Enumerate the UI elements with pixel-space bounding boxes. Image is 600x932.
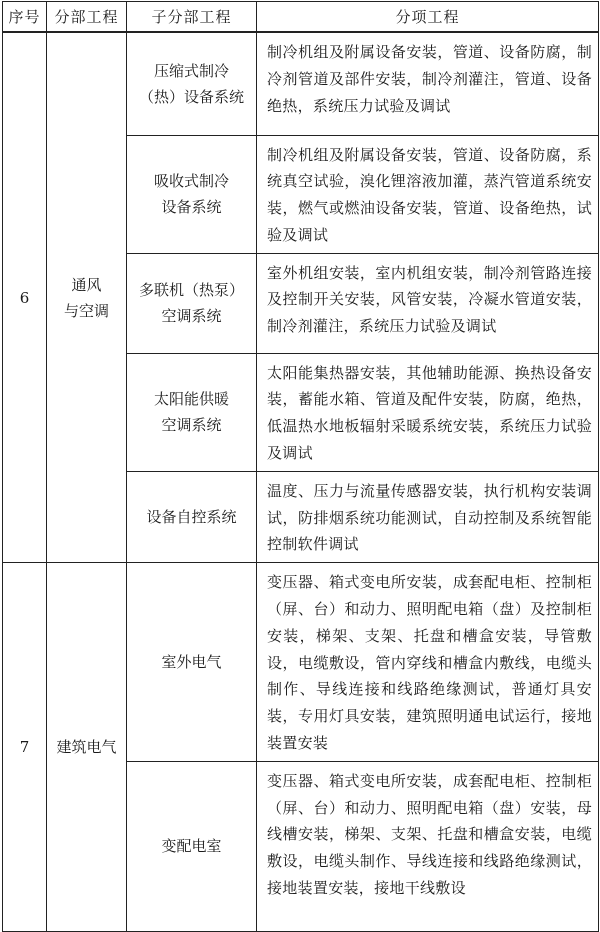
subdivision-name-line: 太阳能供暖 — [153, 390, 229, 409]
item-list: 太阳能集热器安装，其他辅助能源、换热设备安装，蓄能水箱、管道及配件安装，防腐，绝热，低温热水地板辐射采暖系统安装，系统压力试验及调试 — [257, 353, 599, 471]
header-items: 分项工程 — [257, 2, 599, 33]
division-name — [47, 32, 127, 563]
subdivision-name-line: 多联机（热泵） — [138, 281, 244, 300]
header-row — [3, 2, 599, 33]
row-number: 7 — [3, 563, 47, 932]
subdivision-name — [127, 32, 257, 135]
division-name — [47, 563, 127, 932]
division-name-line: 与空调 — [63, 301, 109, 320]
item-list: 制冷机组及附属设备安装，管道、设备防腐，制冷剂管道及部件安装，制冷剂灌注，管道、设备绝热，系统压力试验及调试 — [257, 32, 599, 135]
item-list: 变压器、箱式变电所安装，成套配电柜、控制柜（屏、台）和动力、照明配电箱（盘）及控制柜安装，梯架、支架、托盘和槽盒安装，导管敷设，电缆敷设，管内穿线和槽盒内敷线，电缆头制作、导线连接和线路绝缘测试，普通灯具安装，专用灯具安装，建筑照明通电试运行，接地装置安装 — [257, 563, 599, 762]
subdivision-name-line: 设备系统 — [161, 198, 222, 217]
subdivision-name — [127, 471, 257, 562]
subdivision-name-line: 空调系统 — [161, 307, 222, 326]
subdivision-name-line: 压缩式制冷 — [153, 61, 229, 80]
subdivision-name-line: 变配电室 — [161, 837, 222, 856]
item-list: 变压器、箱式变电所安装，成套配电柜、控制柜（屏、台）和动力、照明配电箱（盘）安装，母线槽安装，梯架、支架、托盘和槽盒安装，电缆敷设，电缆头制作、导线连接和线路绝缘测试，接地装置安装，接地干线敷设 — [257, 761, 599, 931]
header-subdivision: 子分部工程 — [127, 2, 257, 33]
subdivision-name — [127, 135, 257, 253]
item-list: 室外机组安装，室内机组安装，制冷剂管路连接及控制开关安装，风管安装，冷凝水管道安装，制冷剂灌注，系统压力试验及调试 — [257, 253, 599, 353]
header-division: 分部工程 — [47, 2, 127, 33]
division-name-line: 通风 — [71, 275, 102, 294]
subdivision-name — [127, 761, 257, 931]
engineering-division-table — [2, 1, 599, 932]
subdivision-name-line: （热）设备系统 — [138, 87, 244, 106]
subdivision-name — [127, 353, 257, 471]
subdivision-name — [127, 253, 257, 353]
subdivision-name-line: 空调系统 — [161, 416, 222, 435]
table-row — [3, 32, 599, 135]
subdivision-name-line: 吸收式制冷 — [153, 172, 229, 191]
subdivision-name-line: 室外电气 — [161, 653, 222, 672]
item-list: 制冷机组及附属设备安装，管道、设备防腐，系统真空试验，溴化锂溶液加灌，蒸汽管道系统安装，燃气或燃油设备安装，管道、设备绝热，试验及调试 — [257, 135, 599, 253]
item-list: 温度、压力与流量传感器安装，执行机构安装调试，防排烟系统功能测试，自动控制及系统智能控制软件调试 — [257, 471, 599, 562]
table-row — [3, 563, 599, 762]
division-name-line: 建筑电气 — [56, 738, 117, 757]
header-no: 序号 — [3, 2, 47, 33]
subdivision-name — [127, 563, 257, 762]
subdivision-name-line: 设备自控系统 — [146, 508, 237, 527]
row-number: 6 — [3, 32, 47, 563]
